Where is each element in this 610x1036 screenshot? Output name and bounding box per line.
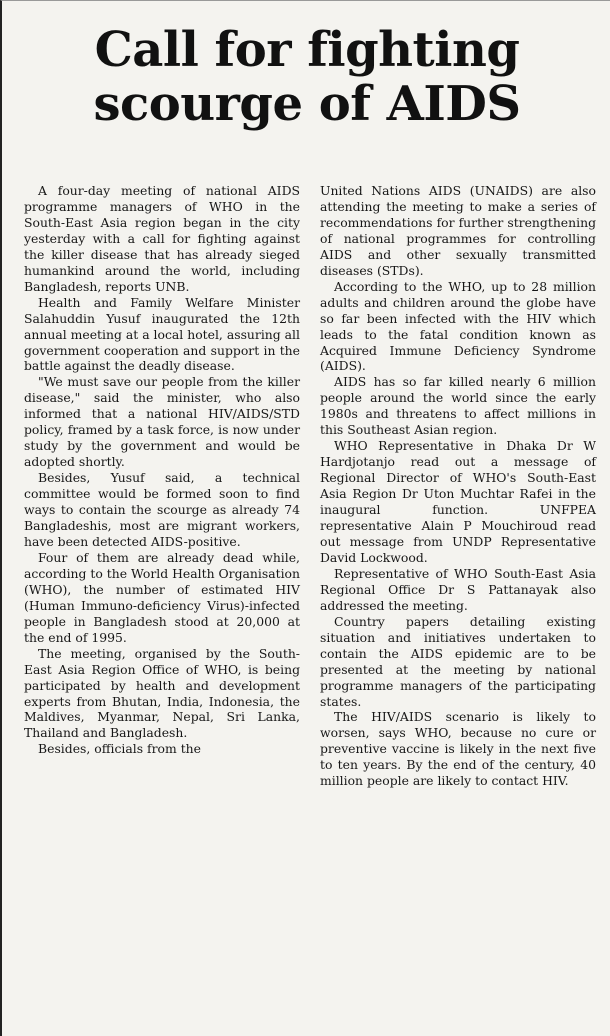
paragraph: Representative of WHO South-East Asia Regional Office Dr S Pattanayak also addressed the meeting. — [320, 565, 596, 613]
paragraph: Health and Family Welfare Minister Salahuddin Yusuf inaugurated the 12th annual meeting at a local hotel, assuring all government cooperation and support in the battle against the deadly disease. — [24, 294, 300, 374]
article-column-left — [24, 183, 300, 757]
paragraph: The HIV/AIDS scenario is likely to worsen, says WHO, because no cure or preventive vaccine is likely in the next five to ten years. By the end of the century, 40 million people are likely to contact HIV. — [320, 709, 596, 789]
paragraph: AIDS has so far killed nearly 6 million people around the world since the early 1980s and threatens to affect millions in this Southeast Asian region. — [320, 374, 596, 438]
paragraph: Country papers detailing existing situation and initiatives undertaken to contain the AIDS epidemic are to be presented at the meeting by national programme managers of the participating states. — [320, 613, 596, 709]
article-column-right — [320, 183, 596, 789]
headline-line-1: Call for fighting — [94, 22, 520, 78]
headline — [2, 23, 610, 131]
paragraph: According to the WHO, up to 28 million adults and children around the globe have so far been infected with the HIV which leads to the fatal condition known as Acquired Immune Deficiency Syndrome (AIDS). — [320, 278, 596, 374]
paragraph: The meeting, organised by the South-East Asia Region Office of WHO, is being participated by health and development experts from Bhutan, India, Indonesia, the Maldives, Myanmar, Nepal, Sri Lanka, Thailand and Bangladesh. — [24, 645, 300, 741]
headline-line-2: scourge of AIDS — [93, 76, 521, 132]
paragraph: A four-day meeting of national AIDS programme managers of WHO in the South-East Asia region began in the city yesterday with a call for fighting against the killer disease that has already sieged humankind around the world, including Bangladesh, reports UNB. — [24, 183, 300, 294]
paragraph: Besides, officials from the — [38, 741, 201, 757]
paragraph: Four of them are already dead while, according to the World Health Organisation (WHO), the number of estimated HIV (Human Immuno-deficiency Virus)-infected people in Bangladesh stood at 20,000 at the end of 1995. — [24, 549, 300, 645]
paragraph: WHO Representative in Dhaka Dr W Hardjotanjo read out a message of Regional Director of WHO's South-East Asia Region Dr Uton Muchtar Rafei in the inaugural function. UNFPEA representative Alain P Mouchiroud read out message from UNDP Representative David Lockwood. — [320, 438, 596, 565]
paragraph: Besides, Yusuf said, a technical committee would be formed soon to find ways to contain the scourge as already 74 Bangladeshis, most are migrant workers, have been detected AIDS-positive. — [24, 470, 300, 549]
paragraph: United Nations AIDS (UNAIDS) are also attending the meeting to make a series of recommendations for further strengthening of national programmes for controlling AIDS and other sexually transmitted diseases (STDs). — [320, 183, 596, 278]
paragraph: "We must save our people from the killer disease," said the minister, who also informed that a national HIV/AIDS/STD policy, framed by a task force, is now under study by the government and would be adopted shortly. — [24, 374, 300, 470]
